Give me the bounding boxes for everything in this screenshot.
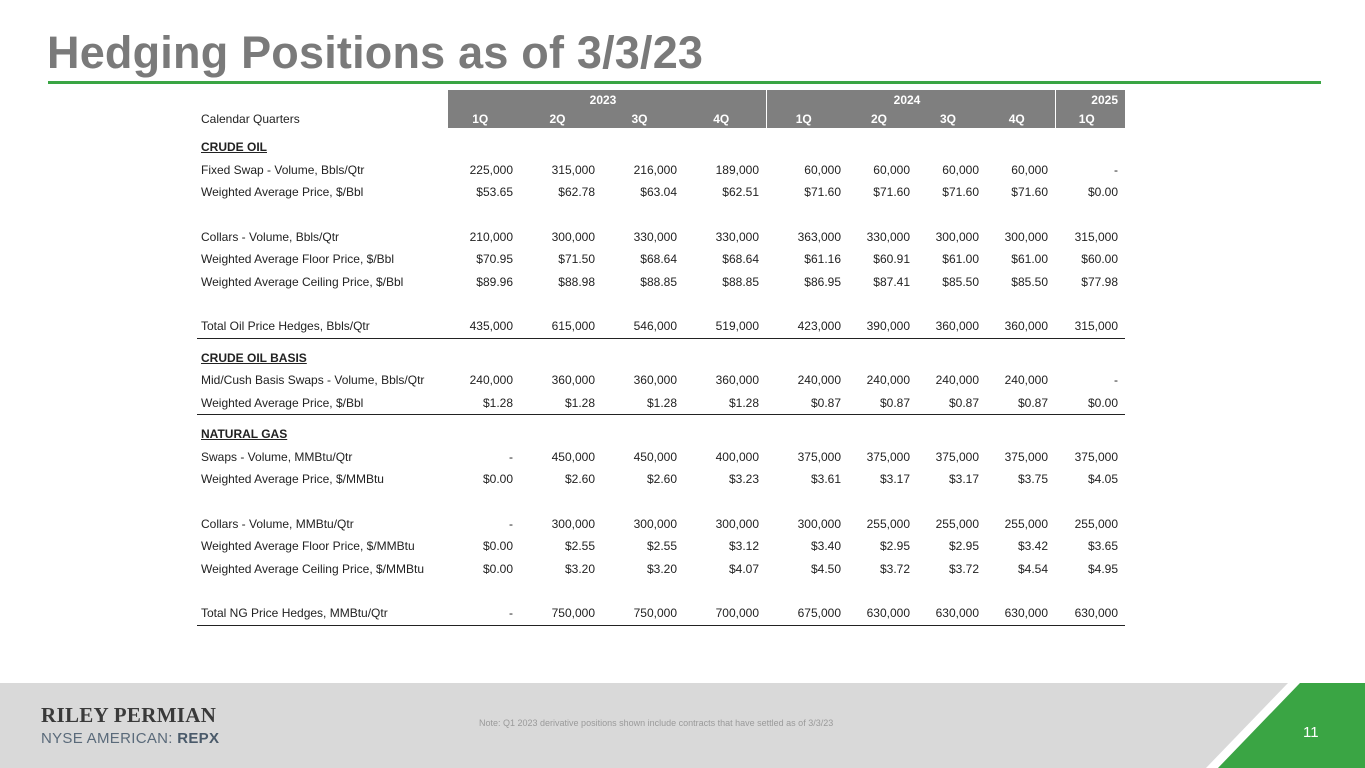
table-cell: 450,000: [551, 449, 595, 464]
table-cell: $0.87: [986, 392, 1055, 415]
table-cell: $0.00: [1055, 392, 1125, 415]
table-cell: $1.28: [602, 392, 684, 415]
table-cell: -: [509, 449, 513, 464]
table-cell: 360,000: [917, 315, 986, 338]
section-heading-natural-gas: NATURAL GAS: [201, 427, 288, 442]
table-cell: $0.87: [917, 392, 986, 415]
table-cell: $0.00: [482, 561, 513, 576]
table-cell: 750,000: [602, 602, 684, 625]
table-cell: 450,000: [633, 449, 677, 464]
total-row: [197, 315, 1125, 338]
table-cell: 300,000: [633, 516, 677, 531]
table-row: [197, 392, 1125, 415]
table-cell: 400,000: [715, 449, 759, 464]
table-cell: 240,000: [1004, 373, 1048, 388]
table-cell: 390,000: [848, 315, 917, 338]
table-cell: 360,000: [715, 373, 759, 388]
table-cell: $1.28: [684, 392, 766, 415]
table-cell: $2.55: [564, 539, 595, 554]
table-cell: 435,000: [447, 315, 520, 338]
quarter-header: 1Q: [766, 109, 848, 128]
table-row: [197, 181, 1125, 204]
footnote: Note: Q1 2023 derivative positions shown include contracts that have settled as of 3/3/23: [479, 718, 834, 728]
year-header-row: [197, 90, 1125, 109]
table-cell: 630,000: [848, 602, 917, 625]
table-cell: $3.42: [1017, 539, 1048, 554]
table-cell: $77.98: [1081, 274, 1118, 289]
table-cell: $61.16: [804, 252, 841, 267]
table-cell: 630,000: [986, 602, 1055, 625]
section-heading-crude-oil-basis: CRUDE OIL BASIS: [201, 350, 307, 365]
table-cell: 240,000: [469, 373, 513, 388]
table-cell: $3.20: [564, 561, 595, 576]
footer-bar: [0, 683, 1365, 768]
table-cell: 255,000: [1074, 516, 1118, 531]
table-cell: $3.72: [948, 561, 979, 576]
page-number: 11: [1303, 724, 1319, 741]
table-cell: 315,000: [551, 162, 595, 177]
table-cell: 255,000: [866, 516, 910, 531]
quarter-header: 4Q: [986, 109, 1055, 128]
table-cell: $0.00: [482, 472, 513, 487]
table-cell: $61.00: [1011, 252, 1048, 267]
row-label: Total Oil Price Hedges, Bbls/Qtr: [197, 315, 447, 338]
table-cell: $1.28: [520, 392, 602, 415]
table-cell: $3.20: [646, 561, 677, 576]
table-cell: $85.50: [1011, 274, 1048, 289]
table-cell: 255,000: [1004, 516, 1048, 531]
table-cell: 300,000: [551, 229, 595, 244]
quarter-header: 2Q: [848, 109, 917, 128]
table-cell: $62.78: [558, 185, 595, 200]
table-cell: 240,000: [866, 373, 910, 388]
table-cell: $53.65: [476, 185, 513, 200]
quarter-header: 4Q: [684, 109, 766, 128]
table-cell: $3.40: [810, 539, 841, 554]
table-cell: 615,000: [520, 315, 602, 338]
quarter-header: 2Q: [520, 109, 602, 128]
table-cell: -: [509, 516, 513, 531]
table-cell: $70.95: [476, 252, 513, 267]
table-cell: $88.98: [558, 274, 595, 289]
table-row: [197, 159, 1125, 182]
table-cell: $2.95: [948, 539, 979, 554]
table-cell: 519,000: [684, 315, 766, 338]
row-label: Total NG Price Hedges, MMBtu/Qtr: [197, 602, 447, 625]
section-heading-row: [197, 347, 1125, 370]
table-row: [197, 446, 1125, 469]
table-cell: $3.61: [810, 472, 841, 487]
company-logo: RILEY PERMIAN: [41, 703, 217, 727]
year-header-2023: 2023: [447, 90, 766, 109]
table-row: [197, 226, 1125, 249]
table-cell: 225,000: [469, 162, 513, 177]
table-cell: $2.60: [646, 472, 677, 487]
row-label: Weighted Average Floor Price, $/MMBtu: [201, 539, 415, 554]
table-cell: $62.51: [722, 185, 759, 200]
row-label: Weighted Average Price, $/Bbl: [201, 185, 364, 200]
quarter-header: 1Q: [447, 109, 520, 128]
table-cell: $88.85: [640, 274, 677, 289]
year-header-2024: 2024: [766, 90, 1055, 109]
table-row: [197, 535, 1125, 558]
table-cell: 375,000: [1004, 449, 1048, 464]
table-cell: 189,000: [715, 162, 759, 177]
table-cell: $3.17: [879, 472, 910, 487]
table-cell: $71.60: [804, 185, 841, 200]
ticker-line: [41, 730, 219, 747]
table-cell: 360,000: [986, 315, 1055, 338]
table-cell: 300,000: [797, 516, 841, 531]
quarter-header: 3Q: [917, 109, 986, 128]
table-cell: 300,000: [551, 516, 595, 531]
hedging-table: [197, 90, 1125, 626]
section-heading-crude-oil: CRUDE OIL: [201, 140, 267, 155]
table-cell: -: [1114, 373, 1118, 388]
table-cell: $60.00: [1081, 252, 1118, 267]
page-title: Hedging Positions as of 3/3/23: [47, 27, 704, 78]
table-cell: 315,000: [1074, 229, 1118, 244]
table-cell: 216,000: [633, 162, 677, 177]
table-cell: $2.60: [564, 472, 595, 487]
table-cell: $68.64: [640, 252, 677, 267]
row-label: Collars - Volume, Bbls/Qtr: [201, 229, 340, 244]
table-cell: -: [1114, 162, 1118, 177]
table-cell: $0.00: [1087, 185, 1118, 200]
table-row: [197, 248, 1125, 271]
table-cell: 60,000: [942, 162, 979, 177]
table-cell: 423,000: [766, 315, 848, 338]
table-cell: 210,000: [469, 229, 513, 244]
row-header-label: Calendar Quarters: [201, 111, 300, 126]
table-cell: $71.60: [942, 185, 979, 200]
table-cell: $0.87: [766, 392, 848, 415]
title-divider: [48, 81, 1321, 84]
section-heading-row: [197, 423, 1125, 446]
table-cell: $4.54: [1017, 561, 1048, 576]
table-row: [197, 468, 1125, 491]
table-cell: $4.95: [1087, 561, 1118, 576]
table-cell: $63.04: [640, 185, 677, 200]
row-label: Weighted Average Price, $/MMBtu: [201, 472, 384, 487]
table-cell: -: [447, 602, 520, 625]
table-cell: 675,000: [766, 602, 848, 625]
table-cell: 240,000: [797, 373, 841, 388]
row-label: Weighted Average Floor Price, $/Bbl: [201, 252, 394, 267]
table-cell: 60,000: [873, 162, 910, 177]
table-cell: 300,000: [715, 516, 759, 531]
table-cell: 330,000: [633, 229, 677, 244]
table-row: [197, 369, 1125, 392]
table-cell: $85.50: [942, 274, 979, 289]
table-cell: $87.41: [873, 274, 910, 289]
table-cell: 750,000: [520, 602, 602, 625]
table-row: [197, 558, 1125, 581]
table-cell: $4.50: [810, 561, 841, 576]
total-row: [197, 602, 1125, 625]
table-cell: $60.91: [873, 252, 910, 267]
table-cell: $86.95: [804, 274, 841, 289]
table-cell: $3.75: [1017, 472, 1048, 487]
table-cell: 546,000: [602, 315, 684, 338]
table-cell: 315,000: [1055, 315, 1125, 338]
row-label: Swaps - Volume, MMBtu/Qtr: [201, 449, 353, 464]
table-cell: $71.50: [558, 252, 595, 267]
table-row: [197, 271, 1125, 294]
table-cell: 330,000: [715, 229, 759, 244]
table-cell: $3.12: [728, 539, 759, 554]
table-cell: $3.65: [1087, 539, 1118, 554]
table-cell: $61.00: [942, 252, 979, 267]
table-cell: 330,000: [866, 229, 910, 244]
row-label: Weighted Average Price, $/Bbl: [197, 392, 447, 415]
section-heading-row: [197, 136, 1125, 159]
table-cell: 255,000: [935, 516, 979, 531]
row-label: Mid/Cush Basis Swaps - Volume, Bbls/Qtr: [201, 373, 425, 388]
table-cell: 363,000: [797, 229, 841, 244]
table-cell: $2.95: [879, 539, 910, 554]
table-cell: $88.85: [722, 274, 759, 289]
table-cell: $4.05: [1087, 472, 1118, 487]
table-cell: $71.60: [1011, 185, 1048, 200]
table-cell: $2.55: [646, 539, 677, 554]
table-cell: 630,000: [1055, 602, 1125, 625]
table-cell: 300,000: [935, 229, 979, 244]
table-cell: 60,000: [804, 162, 841, 177]
year-header-2025: 2025: [1055, 90, 1125, 109]
table-cell: 700,000: [684, 602, 766, 625]
table-cell: 375,000: [935, 449, 979, 464]
row-label: Weighted Average Ceiling Price, $/MMBtu: [201, 561, 425, 576]
table-cell: $3.23: [728, 472, 759, 487]
table-cell: $4.07: [728, 561, 759, 576]
table-cell: 300,000: [1004, 229, 1048, 244]
table-cell: 60,000: [1011, 162, 1048, 177]
table-cell: $3.17: [948, 472, 979, 487]
quarter-header-row: [197, 109, 1125, 128]
exchange-label: NYSE AMERICAN:: [41, 730, 173, 747]
quarter-header: 3Q: [602, 109, 684, 128]
table-cell: $0.87: [848, 392, 917, 415]
table-cell: 240,000: [935, 373, 979, 388]
quarter-header: 1Q: [1055, 109, 1125, 128]
ticker-symbol: REPX: [177, 730, 220, 747]
row-label: Collars - Volume, MMBtu/Qtr: [201, 516, 354, 531]
table-cell: $68.64: [722, 252, 759, 267]
table-cell: 375,000: [866, 449, 910, 464]
table-cell: $1.28: [447, 392, 520, 415]
table-cell: 375,000: [1074, 449, 1118, 464]
table-cell: 360,000: [633, 373, 677, 388]
table-cell: $89.96: [476, 274, 513, 289]
table-cell: $0.00: [482, 539, 513, 554]
row-label: Fixed Swap - Volume, Bbls/Qtr: [201, 162, 365, 177]
table-cell: $71.60: [873, 185, 910, 200]
table-row: [197, 513, 1125, 536]
row-label: Weighted Average Ceiling Price, $/Bbl: [201, 274, 404, 289]
table-cell: 630,000: [917, 602, 986, 625]
table-cell: 360,000: [551, 373, 595, 388]
table-cell: 375,000: [797, 449, 841, 464]
table-cell: $3.72: [879, 561, 910, 576]
